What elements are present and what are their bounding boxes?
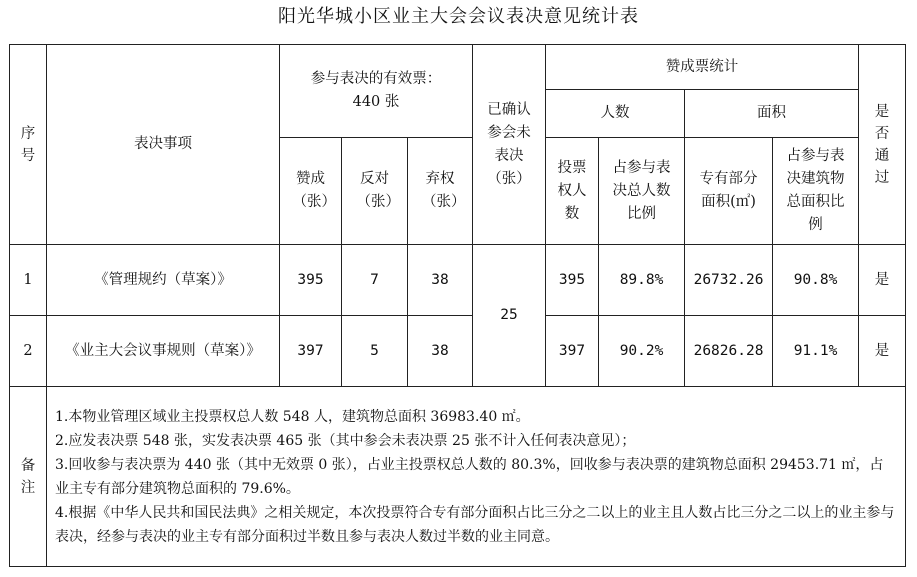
table-row (10, 245, 906, 316)
area-ratio-header: 占参与表决建筑物总面积比例 (773, 138, 859, 245)
table-row (10, 316, 906, 387)
row-oppose: 7 (342, 245, 408, 316)
notes-label: 备注 (10, 387, 47, 567)
row-seq: 2 (10, 316, 47, 387)
row-abstain: 38 (408, 245, 473, 316)
row-item: 《业主大会议事规则（草案）》 (47, 316, 280, 387)
exclusive-area-header: 专有部分面积(㎡) (685, 138, 773, 245)
row-passed: 是 (859, 245, 906, 316)
item-header: 表决事项 (47, 45, 280, 245)
row-approve: 397 (280, 316, 342, 387)
row-exclusive-area: 26826.28 (685, 316, 773, 387)
vote-statistics-table (9, 44, 906, 567)
not-voted-header: 已确认参会未表决（张） (473, 45, 546, 245)
note-item: 4.根据《中华人民共和国民法典》之相关规定，本次投票符合专有部分面积占比三分之二以上的业主且人数占比三分之二以上的业主参与表决，经参与表决的业主专有部分面积过半数且参与表决人数过半数的业主同意。 (55, 504, 895, 545)
area-header: 面积 (685, 90, 859, 138)
persons-ratio-header: 占参与表决总人数比例 (599, 138, 685, 245)
abstain-header: 弃权（张） (408, 138, 473, 245)
row-area-ratio: 90.8% (773, 245, 859, 316)
row-voting-persons: 395 (546, 245, 599, 316)
passed-header: 是否通过 (859, 45, 906, 245)
row-item: 《管理规约（草案）》 (47, 245, 280, 316)
note-item: 1.本物业管理区域业主投票权总人数 548 人，建筑物总面积 36983.40 ㎡。 (55, 408, 530, 425)
note-item: 3.回收参与表决票为 440 张（其中无效票 0 张），占业主投票权总人数的 80.3%，回收参与表决票的建筑物总面积 29453.71 ㎡，占业主专有部分建筑物总面积的 79.6%。 (55, 456, 884, 497)
row-abstain: 38 (408, 316, 473, 387)
persons-header: 人数 (546, 90, 685, 138)
valid-votes-header: 参与表决的有效票： 440 张 (280, 45, 473, 138)
notes-row (10, 387, 906, 567)
approval-stats-header: 赞成票统计 (546, 45, 859, 90)
row-approve: 395 (280, 245, 342, 316)
row-passed: 是 (859, 316, 906, 387)
row-exclusive-area: 26732.26 (685, 245, 773, 316)
seq-header: 序号 (10, 45, 47, 245)
row-seq: 1 (10, 245, 47, 316)
page-title: 阳光华城小区业主大会会议表决意见统计表 (278, 6, 639, 27)
row-area-ratio: 91.1% (773, 316, 859, 387)
row-oppose: 5 (342, 316, 408, 387)
notes-content (47, 387, 906, 567)
approve-header: 赞成（张） (280, 138, 342, 245)
voting-persons-header: 投票权人数 (546, 138, 599, 245)
not-voted-value: 25 (473, 245, 546, 387)
row-persons-ratio: 89.8% (599, 245, 685, 316)
note-item: 2.应发表决票 548 张，实发表决票 465 张（其中参会未表决票 25 张不计入任何表决意见）； (55, 432, 636, 449)
row-voting-persons: 397 (546, 316, 599, 387)
row-persons-ratio: 90.2% (599, 316, 685, 387)
oppose-header: 反对（张） (342, 138, 408, 245)
